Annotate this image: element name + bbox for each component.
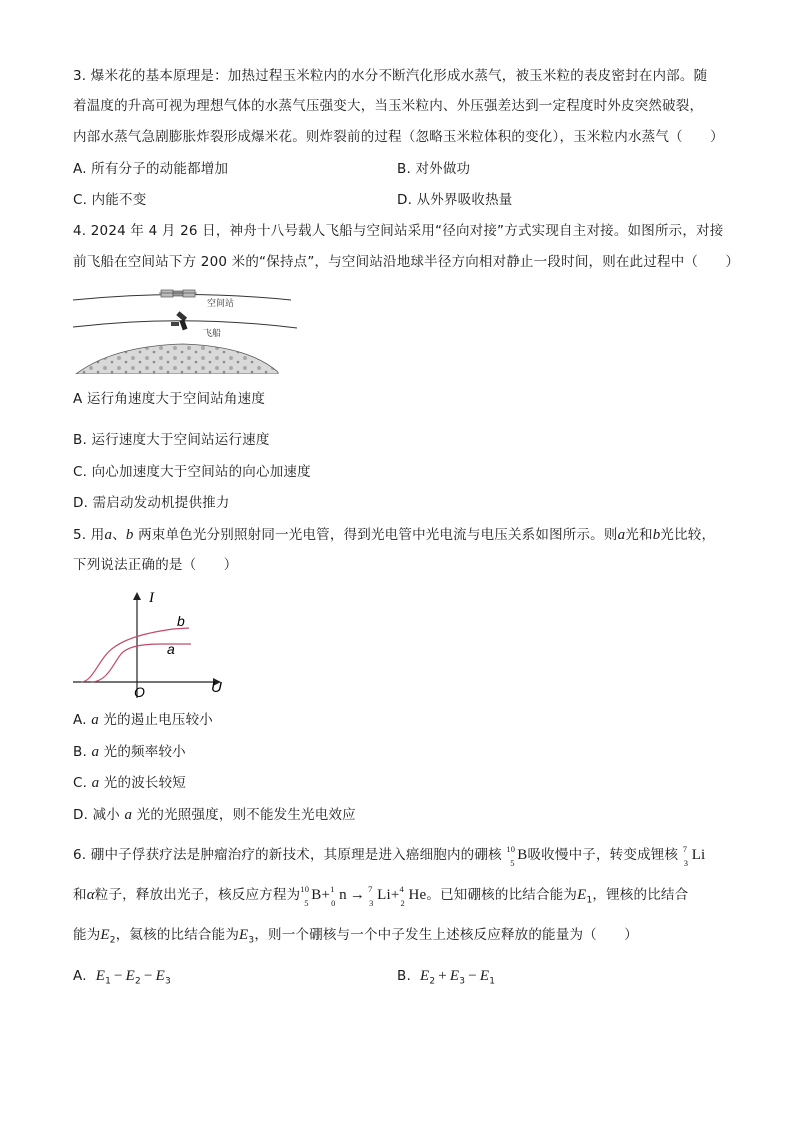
q5-iu-graph [73, 588, 233, 700]
reaction-boron: 10 5 B [300, 884, 322, 908]
graph-b-label: b [177, 613, 185, 629]
q3-line3: 内部水蒸气急剧膨胀炸裂形成爆米花。则炸裂前的过程（忽略玉米粒体积的变化），玉米粒内水蒸气（ ） [73, 129, 724, 145]
q5-option-a: A. a 光的遏止电压较小 [73, 712, 213, 728]
q4-line2: 前飞船在空间站下方 200 米的“保持点”，与空间站沿地球半径方向相对静止一段时间，则在此过程中（ ） [73, 254, 740, 270]
q4-orbit-figure [73, 284, 298, 374]
q4-station-label: 空间站 [207, 298, 235, 308]
q4-option-a: A 运行角速度大于空间站角速度 [73, 391, 266, 407]
q6-line1: 6. 硼中子俘获疗法是肿瘤治疗的新技术，其原理是进入癌细胞内的硼核 10 5 B吸收慢中子，转变成锂核 7 3 Li [73, 844, 706, 868]
q3-option-b: B. 对外做功 [397, 161, 471, 177]
space-station-icon [159, 290, 197, 297]
q6-option-a: A. $E_1 - E_2 - E_3$ [73, 968, 171, 987]
graph-i-label: I [149, 590, 154, 606]
curve-a [91, 644, 191, 682]
reaction-neutron: 1 0 n [330, 884, 347, 908]
q6-line2: 和α粒子，释放出光子，核反应方程为 10 5 B+ 1 0 n → 7 3 Li+ 4 2 He。已知硼核的比结合能为$E_1$，锂核的比结合 [73, 884, 689, 908]
earth-surface [76, 344, 278, 374]
q3-option-d: D. 从外界吸收热量 [397, 192, 513, 208]
graph-a-label: a [167, 641, 175, 657]
q5-line1: 5. 用a、b 两束单色光分别照射同一光电管，得到光电管中光电流与电压关系如图所示。则a光和b光比较， [73, 527, 716, 543]
q6-option-b: B. $E_2 + E_3 - E_1$ [397, 968, 496, 987]
q4-option-b: B. 运行速度大于空间站运行速度 [73, 432, 270, 448]
q3-option-c: C. 内能不变 [73, 192, 147, 208]
graph-u-label: U [211, 679, 222, 696]
q5-option-d: D. 减小 a 光的光照强度，则不能发生光电效应 [73, 807, 356, 823]
q5-option-c: C. a 光的波长较短 [73, 775, 187, 791]
q4-option-d: D. 需启动发动机提供推力 [73, 495, 230, 511]
q3-line1: 3. 爆米花的基本原理是：加热过程玉米粒内的水分不断汽化形成水蒸气，被玉米粒的表皮密封在内部。随 [73, 68, 708, 84]
boron-nuclide: 10 5 B [506, 844, 528, 868]
lithium-nuclide: 7 3 Li [682, 844, 706, 868]
graph-origin-label: O [134, 684, 145, 700]
q3-line2: 着温度的升高可视为理想气体的水蒸气压强变大，当玉米粒内、外压强差达到一定程度时外皮突然破裂， [73, 98, 704, 114]
i-axis-arrow [133, 592, 141, 600]
q3-option-a: A. 所有分子的动能都增加 [73, 161, 229, 177]
q4-ship-label: 飞船 [203, 328, 222, 338]
q5-line2: 下列说法正确的是（ ） [73, 557, 238, 573]
q6-line3: 能为$E_2$，氦核的比结合能为$E_3$，则一个硼核与一个中子发生上述核反应释放的能量为（ ） [73, 927, 638, 946]
reaction-helium: 4 2 He [399, 884, 427, 908]
q4-option-c: C. 向心加速度大于空间站的向心加速度 [73, 464, 311, 480]
q4-line1: 4. 2024 年 4 月 26 日，神舟十八号载人飞船与空间站采用“径向对接”方式实现自主对接。如图所示，对接 [73, 223, 724, 239]
q5-option-b: B. a 光的频率较小 [73, 744, 186, 760]
reaction-lithium: 7 3 Li [368, 884, 391, 908]
